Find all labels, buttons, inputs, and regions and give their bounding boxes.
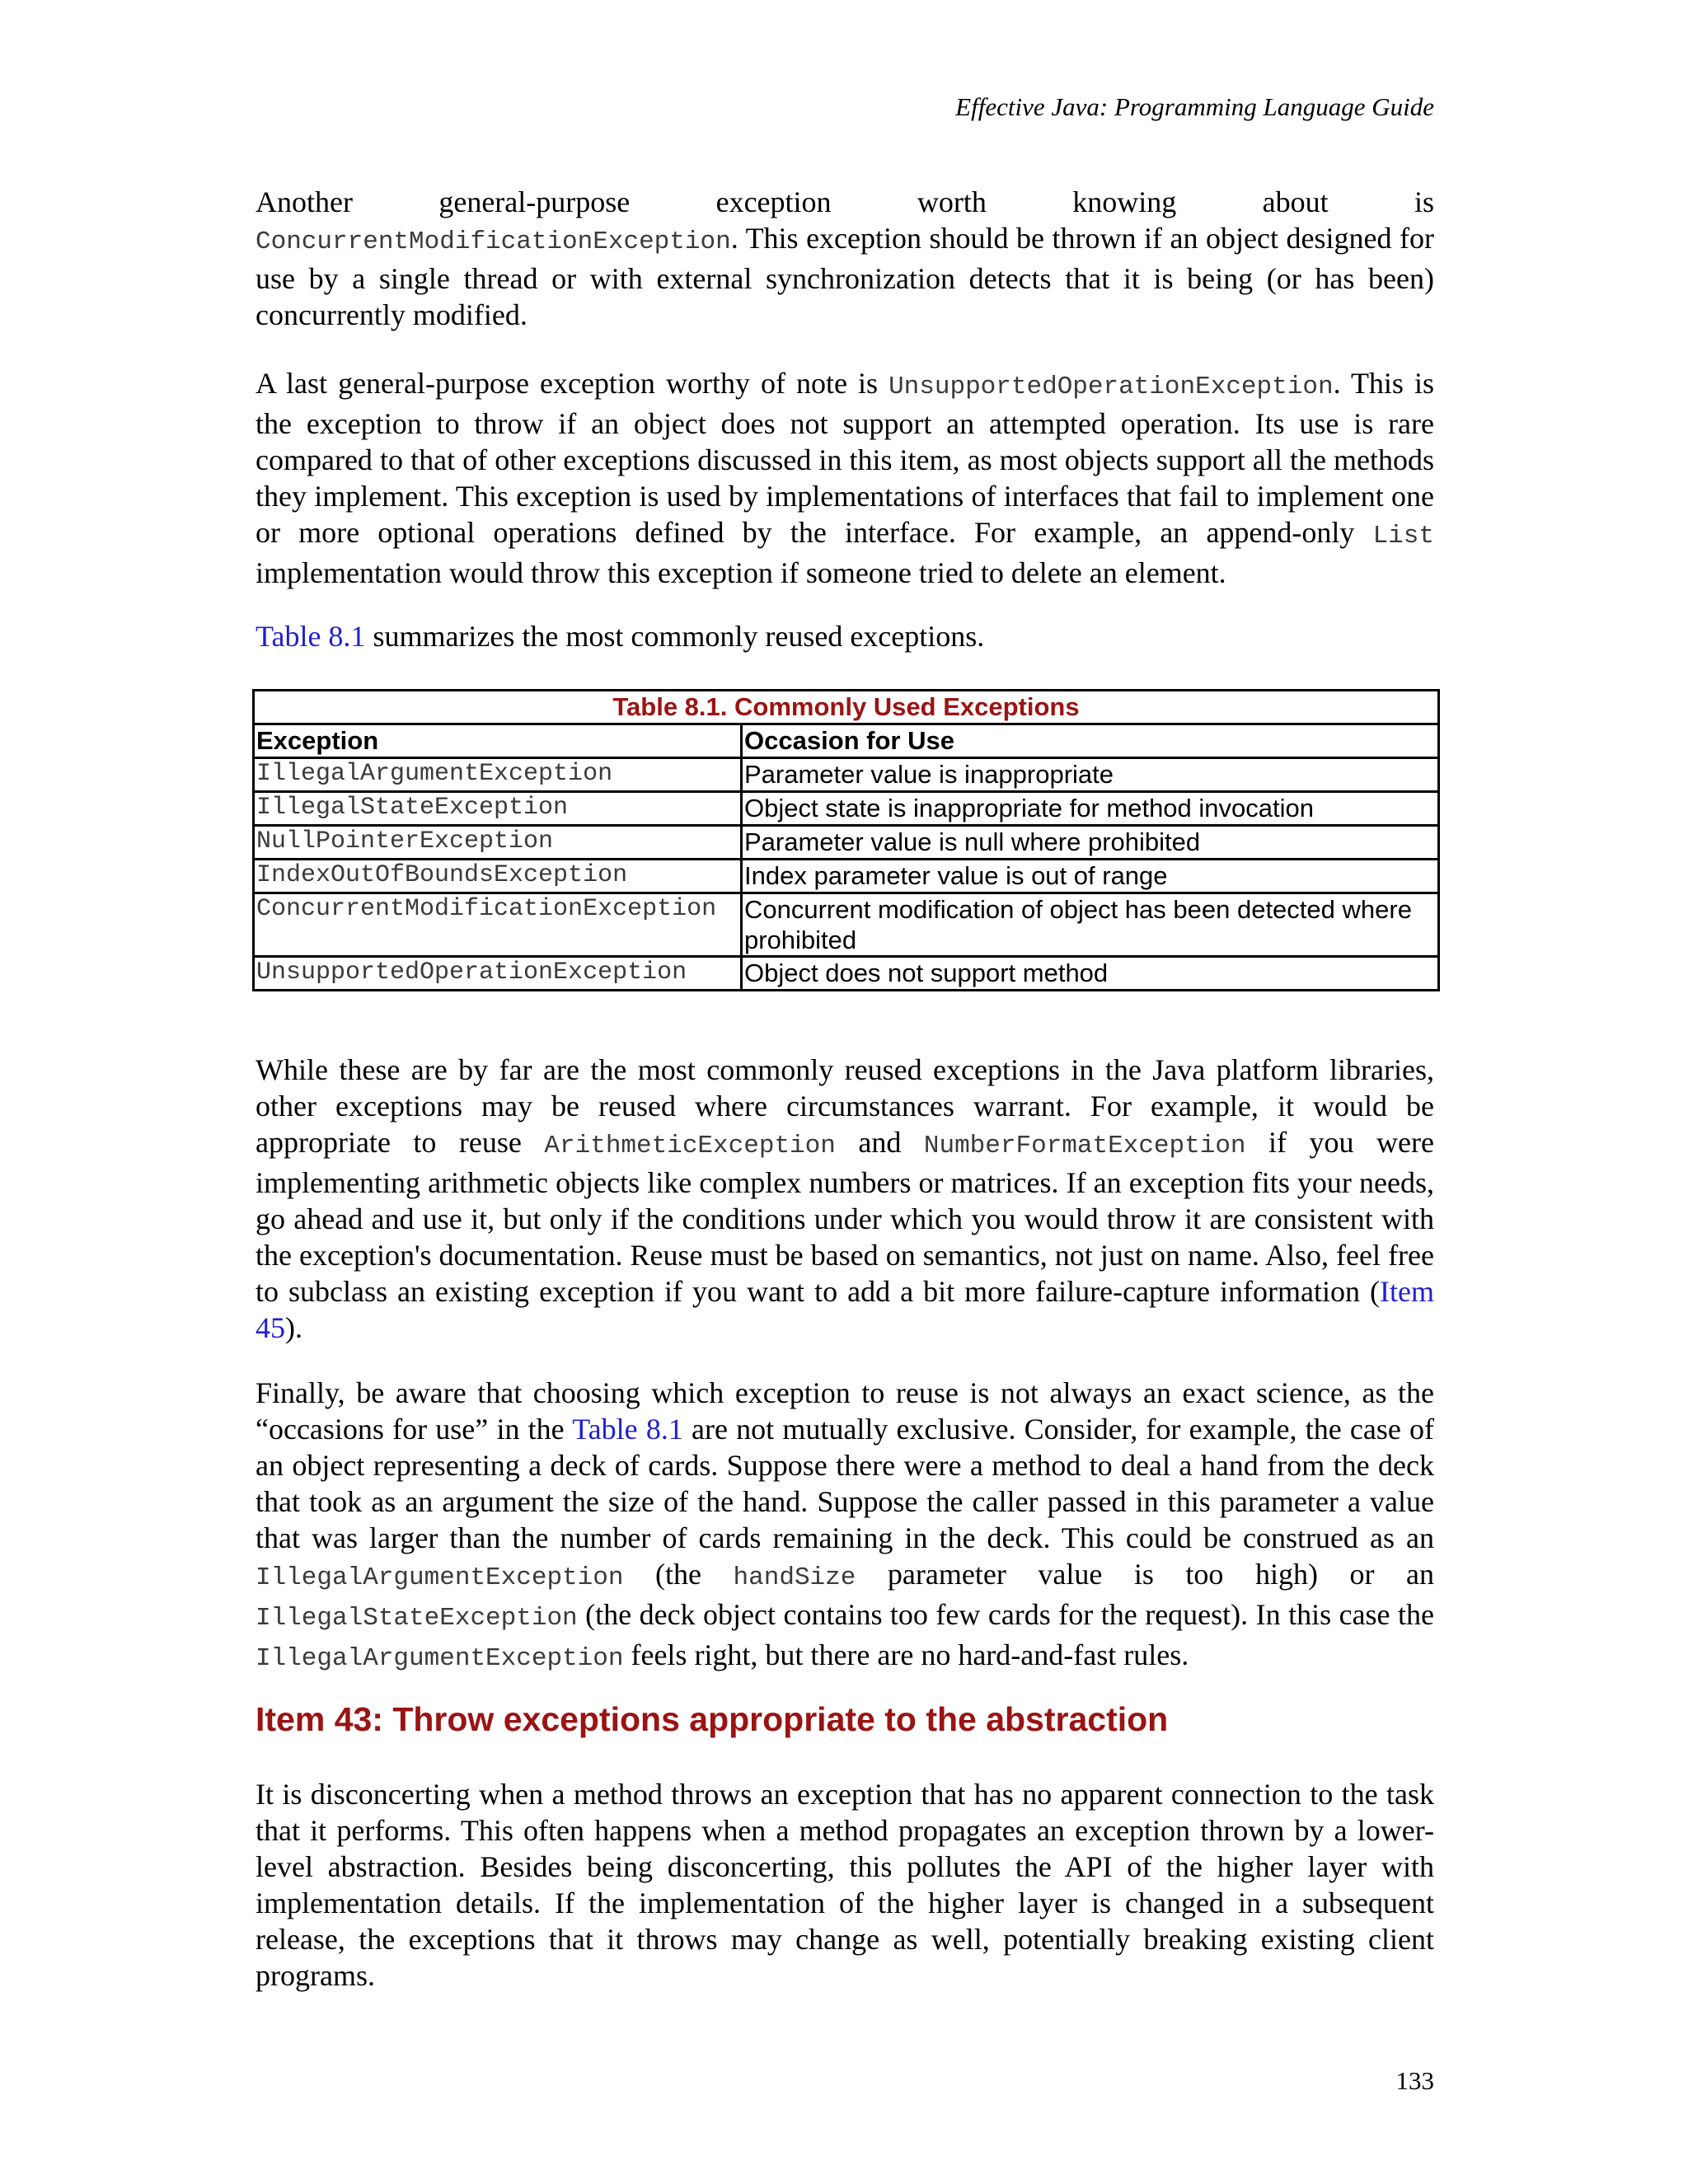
- column-header-occasion: Occasion for Use: [742, 724, 1439, 758]
- table-caption-row: [254, 691, 1439, 724]
- code-hand-size: handSize: [733, 1563, 856, 1592]
- code-list: List: [1372, 522, 1434, 551]
- text-run: While these are by far are the most commonly reused exceptions in the Java platform libraries, other exceptions may be reused where circumstances warrant. For example, it would be appropriate to reuse: [256, 1053, 1434, 1159]
- column-header-exception: Exception: [254, 724, 742, 758]
- table-row: [254, 860, 1439, 893]
- code-concurrent-modification-exception: ConcurrentModificationException: [256, 227, 731, 256]
- paragraph-unsupported-operation: [256, 365, 1434, 591]
- table-row: [254, 758, 1439, 792]
- text-run: ).: [285, 1311, 302, 1344]
- exceptions-table-wrapper: [252, 689, 1437, 991]
- exception-name-cell: IndexOutOfBoundsException: [254, 860, 742, 893]
- text-run: . This exception should be thrown if an object designed for use by a single thread or with external synchronization detects that it is being (or has been) concurrently modified.: [256, 222, 1434, 331]
- text-run: Finally, be aware that choosing which exception to reuse is not always an exact science, as the “occasions for use” in the: [256, 1376, 1434, 1446]
- occasion-cell: Index parameter value is out of range: [742, 860, 1439, 893]
- table-8-1-link[interactable]: Table 8.1: [572, 1413, 683, 1446]
- exception-name-cell: UnsupportedOperationException: [254, 957, 742, 991]
- code-illegal-state-exception: IllegalStateException: [256, 1604, 578, 1633]
- code-number-format-exception: NumberFormatException: [923, 1132, 1246, 1160]
- text-run: It is disconcerting when a method throws an exception that has no apparent connection to the task that it performs. This often happens when a method propagates an exception thrown by a lower-level abstraction. Besides being disconcerting, this pollutes the API of the higher layer with implementation details. If the implementation of the higher layer is changed in a subsequent release, the exceptions that it throws may change as well, potentially breaking existing client programs.: [256, 1778, 1434, 1992]
- occasion-cell: Parameter value is inappropriate: [742, 758, 1439, 792]
- table-caption: Table 8.1. Commonly Used Exceptions: [254, 691, 1439, 724]
- table-header-row: [254, 724, 1439, 758]
- running-header: Effective Java: Programming Language Guide: [955, 92, 1434, 121]
- occasion-cell: Parameter value is null where prohibited: [742, 826, 1439, 860]
- text-run: summarizes the most commonly reused exceptions.: [365, 620, 985, 653]
- text-run: Another general-purpose exception worth knowing about is: [256, 185, 1434, 218]
- exception-name-cell: NullPointerException: [254, 826, 742, 860]
- table-row: [254, 957, 1439, 991]
- book-page: [256, 0, 1434, 2184]
- table-row: [254, 826, 1439, 860]
- occasion-cell: Object state is inappropriate for method invocation: [742, 792, 1439, 826]
- item-45-link[interactable]: Item 45: [256, 1275, 1434, 1344]
- code-illegal-argument-exception: IllegalArgumentException: [256, 1563, 624, 1592]
- text-run: parameter value is too high) or an: [856, 1558, 1435, 1591]
- paragraph-concurrent-modification: [256, 184, 1434, 333]
- code-unsupported-operation-exception: UnsupportedOperationException: [889, 373, 1334, 401]
- text-run: (the: [623, 1558, 734, 1591]
- paragraph-disconcerting: [256, 1776, 1434, 1994]
- paragraph-other-exceptions: [256, 1052, 1434, 1346]
- text-run: feels right, but there are no hard-and-fast rules.: [623, 1638, 1189, 1671]
- table-row: [254, 792, 1439, 826]
- code-arithmetic-exception: ArithmeticException: [544, 1132, 836, 1160]
- exception-name-cell: IllegalStateException: [254, 792, 742, 826]
- code-illegal-argument-exception: IllegalArgumentException: [256, 1644, 624, 1673]
- text-run: A last general-purpose exception worthy of note is: [256, 367, 889, 400]
- occasion-cell: Object does not support method: [742, 957, 1439, 991]
- exception-name-cell: IllegalArgumentException: [254, 758, 742, 792]
- occasion-cell: Concurrent modification of object has been detected where prohibited: [742, 893, 1439, 957]
- exception-name-cell: ConcurrentModificationException: [254, 893, 742, 957]
- text-run: if you were implementing arithmetic objects like complex numbers or matrices. If an exception fits your needs, go ahead and use it, but only if the conditions under which you would throw it are consistent with the exception's documentation. Reuse must be based on semantics, not just on name. Also, feel free to subclass an existing exception if you want to add a bit more failure-capture information (: [256, 1126, 1435, 1308]
- table-8-1-link[interactable]: Table 8.1: [256, 620, 366, 653]
- text-run: implementation would throw this exception if someone tried to delete an element.: [256, 556, 1226, 589]
- table-row: [254, 893, 1439, 957]
- paragraph-choosing-exception: [256, 1375, 1434, 1677]
- text-run: (the deck object contains too few cards for the request). In this case the: [577, 1598, 1434, 1631]
- commonly-used-exceptions-table: [252, 689, 1440, 991]
- section-heading-item-43: Item 43: Throw exceptions appropriate to the abstraction: [256, 1700, 1169, 1738]
- text-run: are not mutually exclusive. Consider, for example, the case of an object representing a deck of cards. Suppose there were a method to deal a hand from the deck that took as an argument the size of the hand. Suppose the caller passed in this parameter a value that was larger than the number of cards remaining in the deck. This could be construed as an: [256, 1413, 1435, 1554]
- text-run: and: [835, 1126, 924, 1159]
- paragraph-table-summary: [256, 618, 1434, 654]
- text-run: . This is the exception to throw if an object does not support an attempted operation. Its use is rare compared to that of other exceptions discussed in this item, as most objects support all the methods they implement. This exception is used by implementations of interfaces that fail to implement one or more optional operations defined by the interface. For example, an append-only: [256, 367, 1434, 549]
- page-number: 133: [1395, 2066, 1434, 2095]
